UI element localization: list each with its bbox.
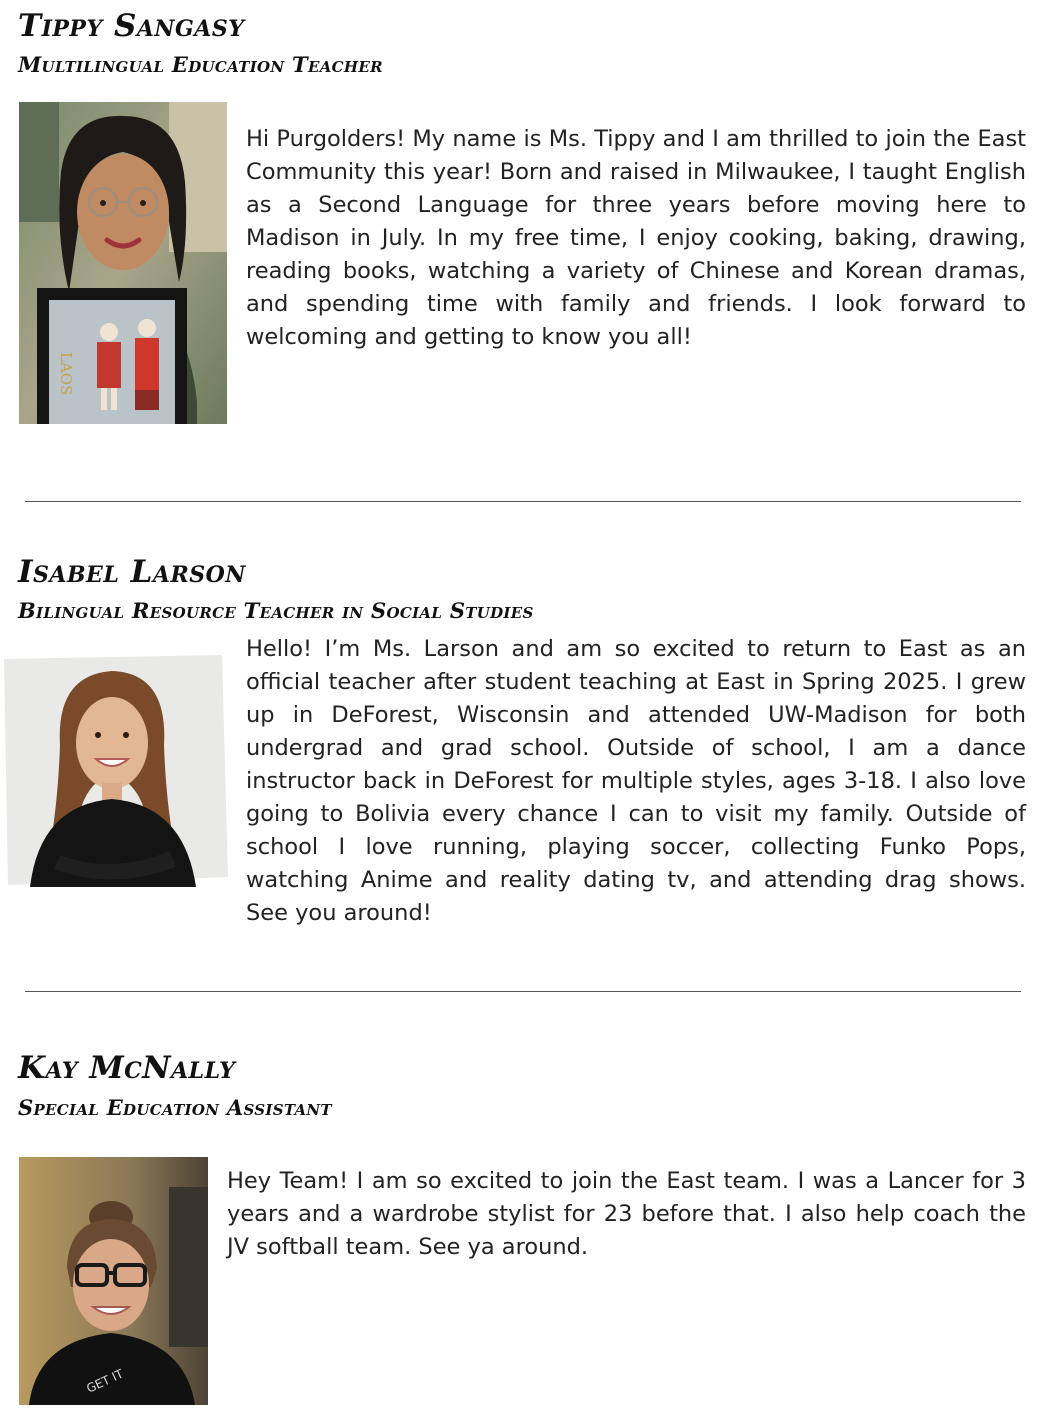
profile-bio: Hi Purgolders! My name is Ms. Tippy and I am thrilled to join the East Community this year! Born and raised in Milwaukee, I taught English as a Second Language for three years before moving here to Madison in July. In my free time, I enjoy cooking, baking, drawing, reading books, watching a variety of Chinese and Korean dramas, and spending time with family and friends. I look forward to welcoming and getting to know you all! [246,126,1026,350]
shirt-lettering: GET IT [84,1366,126,1396]
profile-role: Bilingual Resource Teacher in Social Studies [18,598,534,623]
profile-name: Isabel Larson [18,554,246,590]
profile-bio: Hey Team! I am so excited to join the East team. I was a Lancer for 3 years and a wardrobe stylist for 23 before that. I also help coach the JV softball team. See ya around. [227,1168,1026,1260]
frame-lettering: LAOS [57,352,75,396]
profile-name: Kay McNally [18,1050,236,1086]
profile-photo [19,102,227,424]
profile-bio: Hello! I’m Ms. Larson and am so excited to return to East as an official teacher after student teaching at East in Spring 2025. I grew up in DeForest, Wisconsin and attended UW-Madison for both undergrad and grad school. Outside of school, I am a dance instructor back in DeForest for multiple styles, ages 3-18. I also love going to Bolivia every chance I can to visit my family. Outside of school I love running, playing soccer, collecting Funko Pops, watching Anime and reality dating tv, and attending drag shows. See you around! [246,636,1026,926]
profile-photo [19,1157,208,1405]
section-divider [25,991,1021,992]
profile-name: Tippy Sangasy [18,8,245,44]
profile-role: Special Education Assistant [18,1095,332,1120]
profile-photo [0,655,228,887]
profile-role: Multilingual Education Teacher [18,52,383,77]
section-divider [25,501,1021,502]
